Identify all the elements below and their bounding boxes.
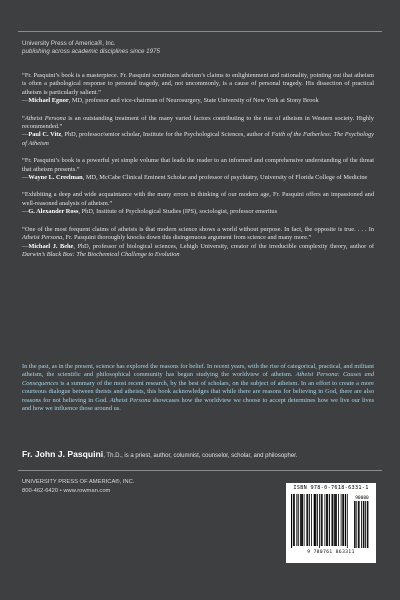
barcode-number: 9 780761 863311 [307, 550, 355, 555]
endorser-book-title: Faith of the Fatherless: The Psychology of Atheism [22, 131, 374, 147]
barcode-addon-bar [364, 501, 365, 548]
barcode-bar [296, 494, 297, 546]
barcode-addon-bar [365, 501, 366, 548]
endorsement-quote: “Exhibiting a deep and wide acquaintance with the many errors in thinking of our modern age, Fr. Pasquini offers an impassioned and well-reasoned analysis of atheism.” [22, 191, 374, 207]
endorser-credentials: , PhD, Institute of Psychological Studies (IPS), sociologist, professor emeritus [78, 208, 278, 216]
barcode-bar [338, 494, 339, 546]
barcode-bar [317, 494, 318, 546]
endorser-name: Paul C. Vitz [28, 131, 62, 139]
publisher-footer [22, 478, 134, 496]
endorsement-behe: “One of the most frequent claims of atheists is that modern science shows a world without purpose. In fact, the opposite is true. . . . In Atheist Persona, Fr. Pasquini thoroughly knocks down this disingenuous argument from science and many more.” —Michael J. Behe, PhD, professor of biological sciences, Lehigh University, creator of the irreducible complexity theory, author of Darwin’s Black Box: The Biochemical Challenge to Evolution [22, 225, 374, 258]
barcode-bar [322, 494, 323, 546]
barcode-bar [347, 494, 348, 548]
barcode-bar [334, 494, 335, 546]
barcode-addon-bar [367, 501, 368, 548]
endorser-credentials: , PhD, professor/senior scholar, Institute for the Psychological Sciences, author of [61, 131, 272, 139]
barcode-bar [332, 494, 333, 546]
barcode-addon-number: 90000 [355, 496, 369, 501]
barcode-addon-bar [355, 501, 356, 548]
book-title: Atheist Persona [24, 114, 66, 122]
barcode-bar [319, 494, 320, 548]
barcode-addon-bar [359, 501, 360, 548]
barcode-bar [329, 494, 330, 546]
endorsement-quote: “Fr. Pasquini’s book is a masterpiece. Fr. Pasquini scrutinizes atheism’s claims to enlightenment and rationality, pointing out that atheism is often a pathological response to personal tragedy, and, not uncommonly, is a cause of personal tragedy. His dissection of practical atheism is particularly salient.” [22, 72, 374, 96]
barcode-bar [307, 494, 308, 546]
barcode-addon-bar [368, 501, 369, 548]
barcode-bar [309, 494, 310, 546]
endorser-name: Wayne L. Creelman [28, 174, 83, 182]
top-border-line [18, 31, 382, 32]
endorser-name: Michael J. Behe [28, 242, 74, 250]
barcode-bar [327, 494, 328, 546]
barcode-bar [333, 494, 334, 546]
publisher-name-caps: UNIVERSITY PRESS OF AMERICA®, INC. [22, 479, 135, 485]
endorsement-quote: “One of the most frequent claims of atheists is that modern science shows a world without purpose. In fact, the opposite is true. . . . In [22, 225, 374, 233]
endorsement-vitz: “Atheist Persona is an outstanding treatment of the many varied factors contributing to the rise of atheism in Western society. Highly recommended.” —Paul C. Vitz, PhD, professor/senior scholar, Institute for the Psychological Sciences, author of Faith of the Fatherless: The Psychology of Atheism [22, 114, 374, 147]
book-title: Atheist Persona [22, 234, 63, 242]
barcode-addon-bar [358, 501, 359, 548]
endorsement-quote-cont: , Fr. Pasquini thoroughly knocks down this disingenuous argument from science and many more.” [62, 234, 312, 242]
barcode-bar [298, 494, 299, 546]
barcode-addon-bar [354, 501, 355, 548]
endorser-credentials: , MD, McCabe Clinical Eminent Scholar and professor of psychiatry, University of Florida College of Medicine [82, 174, 368, 182]
endorsement-ross: “Exhibiting a deep and wide acquaintance with the many errors in thinking of our modern age, Fr. Pasquini offers an impassioned and well-reasoned analysis of atheism.” —G. Alexander Ross, PhD, Institute of Psychological Studies (IPS), sociologist, professor emeritus [22, 191, 374, 216]
book-description: In the past, as in the present, science has explored the reasons for belief. In recent years, with the rise of categorical, practical, and militant atheism, the scientific and philosophical community has begun studying the worldview of atheism. Atheist Persona: Causes and Consequences is a summary of the most recent research, by the best of scholars, on the subject of atheism. In an effort to create a more courteous dialogue between theists and atheists, this book acknowledges that while there are reasons for believing in God, there are also reasons for not believing in God. Atheist Persona showcases how the worldview we choose to accept determines how we live our lives and how we influence those around us. [22, 363, 375, 413]
barcode-addon-bar [356, 501, 357, 548]
barcode-addon-bar [363, 501, 364, 548]
endorser-credentials: , MD, professor and vice-chairman of Neurosurgery, State University of New York at Stony Brook [68, 97, 319, 105]
publisher-name: University Press of America®, Inc. [22, 40, 116, 47]
bottom-divider-line [18, 470, 382, 471]
barcode-bar [321, 494, 322, 546]
endorsement-quote: is an outstanding treatment of the many varied factors contributing to the rise of atheism in Western society. Highly recommended.” [22, 114, 374, 131]
barcode-bar [325, 494, 326, 546]
barcode-bar [291, 494, 292, 548]
barcode-addon-bar [361, 501, 362, 548]
author-name: Fr. John J. Pasquini [22, 449, 104, 459]
endorsement-egnor: “Fr. Pasquini’s book is a masterpiece. Fr. Pasquini scrutinizes atheism’s claims to enlightenment and rationality, pointing out that atheism is often a pathological response to personal tragedy, and, not uncommonly, is a cause of personal tragedy. His dissection of practical atheism is particularly salient.” —Michael Egnor, MD, professor and vice-chairman of Neurosurgery, State University of New York at Stony Brook [22, 72, 374, 105]
barcode-bar [301, 494, 302, 546]
publisher-tagline: publishing across academic disciplines since 1975 [22, 48, 160, 55]
book-title: Atheist Persona [109, 396, 151, 404]
barcode-icon [291, 494, 371, 549]
endorsements [22, 72, 374, 268]
barcode-bar [326, 494, 327, 546]
author-credentials: , Th.D., is a priest, author, columnist, counselor, scholar, and philosopher. [103, 453, 298, 459]
barcode-bar [315, 494, 316, 546]
publisher-contact: 800-462-6420 • www.rowman.com [22, 488, 111, 494]
barcode-bar [300, 494, 301, 546]
endorsement-creelman: “Fr. Pasquini’s book is a powerful yet simple volume that leads the reader to an informed and comprehensive understanding of the threat that atheism presents.” —Wayne L. Creelman, MD, McCabe Clinical Eminent Scholar and professor of psychiatry, University of Florida College of Medicine [22, 157, 374, 182]
barcode-bar [293, 494, 294, 546]
endorser-name: Michael Egnor [28, 97, 69, 105]
publisher-header [22, 40, 160, 56]
book-title: Atheist Persona: Causes and Consequences [22, 371, 375, 387]
barcode-bar [304, 494, 305, 546]
barcode-bar [336, 494, 337, 546]
endorser-name: G. Alexander Ross [28, 208, 79, 216]
barcode-bar [345, 494, 346, 546]
barcode-bar [314, 494, 315, 546]
endorser-credentials: , PhD, professor of biological sciences, Lehigh University, creator of the irreducible complexity theory, author of [73, 242, 374, 250]
barcode-bar [315, 494, 316, 546]
barcode-bar [343, 494, 344, 546]
barcode-panel [286, 483, 376, 563]
barcode-bar [302, 494, 303, 546]
author-bio [22, 449, 382, 459]
barcode-bar [306, 494, 307, 546]
barcode-bar [311, 494, 312, 546]
barcode-bar [335, 494, 336, 546]
barcode-bar [294, 494, 295, 546]
barcode-bar [342, 494, 343, 546]
endorsement-quote: “Fr. Pasquini’s book is a powerful yet simple volume that leads the reader to an informed and comprehensive understanding of the threat that atheism presents.” [22, 157, 374, 173]
barcode-bar [341, 494, 342, 546]
isbn-label: ISBN 978-0-7618-6331-1 [293, 485, 369, 491]
endorser-book-title: Darwin’s Black Box: The Biochemical Challenge to Evolution [22, 250, 180, 258]
